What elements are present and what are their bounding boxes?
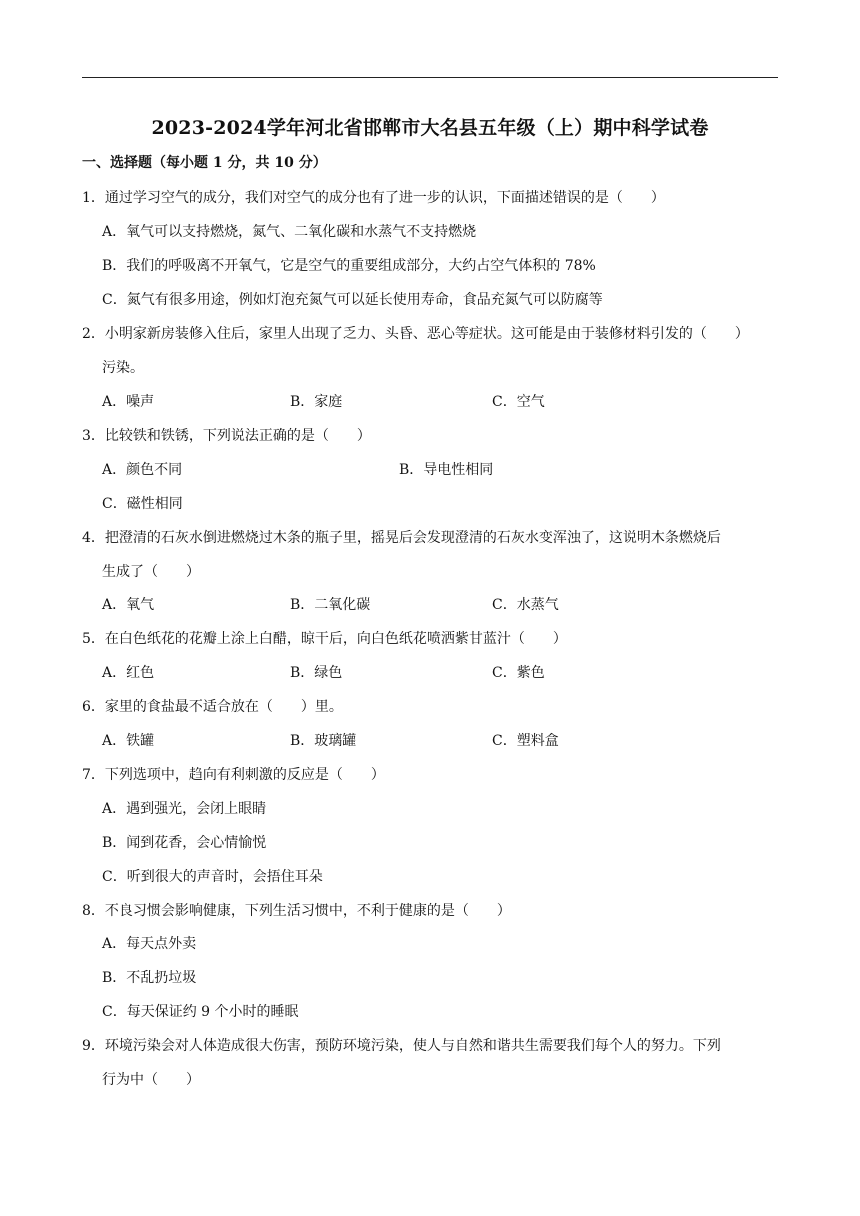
question-2-stem: 2．小明家新房装修入住后，家里人出现了乏力、头昏、恶心等症状。这可能是由于装修材料引发的（ ） — [82, 326, 749, 342]
question-1-option-b: B．我们的呼吸离不开氧气，它是空气的重要组成部分，大约占空气体积的 78% — [102, 258, 596, 274]
question-4-stem-continued: 生成了（ ） — [102, 564, 200, 580]
question-1-option-c: C．氮气有很多用途，例如灯泡充氮气可以延长使用寿命，食品充氮气可以防腐等 — [102, 292, 603, 308]
question-7-option-c: C．听到很大的声音时，会捂住耳朵 — [102, 869, 323, 885]
question-9-stem: 9．环境污染会对人体造成很大伤害，预防环境污染，使人与自然和谐共生需要我们每个人的努力。下列 — [82, 1038, 721, 1054]
question-4-option-c: C．水蒸气 — [492, 597, 559, 613]
page-title: 2023-2024学年河北省邯郸市大名县五年级（上）期中科学试卷 — [151, 117, 709, 139]
question-2-option-b: B．家庭 — [290, 394, 343, 410]
question-5-stem: 5．在白色纸花的花瓣上涂上白醋，晾干后，向白色纸花喷洒紫甘蓝汁（ ） — [82, 631, 567, 647]
question-2-option-a: A．噪声 — [102, 394, 155, 410]
question-6-option-c: C．塑料盒 — [492, 733, 559, 749]
question-8-stem: 8．不良习惯会影响健康，下列生活习惯中，不利于健康的是（ ） — [82, 903, 511, 919]
question-5-option-c: C．紫色 — [492, 665, 545, 681]
question-7-option-a: A．遇到强光，会闭上眼睛 — [102, 801, 267, 817]
question-7-option-b: B．闻到花香，会心情愉悦 — [102, 835, 267, 851]
question-3-option-c: C．磁性相同 — [102, 496, 183, 512]
question-5-option-b: B．绿色 — [290, 665, 343, 681]
question-8-option-a: A．每天点外卖 — [102, 936, 197, 952]
question-3-option-a: A．颜色不同 — [102, 462, 183, 478]
section-heading: 一、选择题（每小题 1 分，共 10 分） — [82, 155, 327, 171]
question-6-option-b: B．玻璃罐 — [290, 733, 357, 749]
question-8-option-c: C．每天保证约 9 个小时的睡眠 — [102, 1004, 299, 1020]
question-3-stem: 3．比较铁和铁锈，下列说法正确的是（ ） — [82, 428, 371, 444]
question-4-option-a: A．氧气 — [102, 597, 155, 613]
question-8-option-b: B．不乱扔垃圾 — [102, 970, 197, 986]
question-9-stem-continued: 行为中（ ） — [102, 1072, 200, 1088]
question-2-stem-continued: 污染。 — [102, 360, 144, 376]
header-rule — [82, 77, 778, 78]
question-1-option-a: A．氧气可以支持燃烧，氮气、二氧化碳和水蒸气不支持燃烧 — [102, 224, 477, 240]
question-4-stem: 4．把澄清的石灰水倒进燃烧过木条的瓶子里，摇晃后会发现澄清的石灰水变浑浊了，这说明木条燃烧后 — [82, 530, 721, 546]
question-6-stem: 6．家里的食盐最不适合放在（ ）里。 — [82, 699, 343, 715]
question-3-option-b: B．导电性相同 — [399, 462, 494, 478]
question-7-stem: 7．下列选项中，趋向有利刺激的反应是（ ） — [82, 767, 385, 783]
question-2-option-c: C．空气 — [492, 394, 545, 410]
question-1-stem: 1．通过学习空气的成分，我们对空气的成分也有了进一步的认识，下面描述错误的是（ ） — [82, 190, 665, 206]
question-5-option-a: A．红色 — [102, 665, 155, 681]
question-6-option-a: A．铁罐 — [102, 733, 155, 749]
question-4-option-b: B．二氧化碳 — [290, 597, 371, 613]
